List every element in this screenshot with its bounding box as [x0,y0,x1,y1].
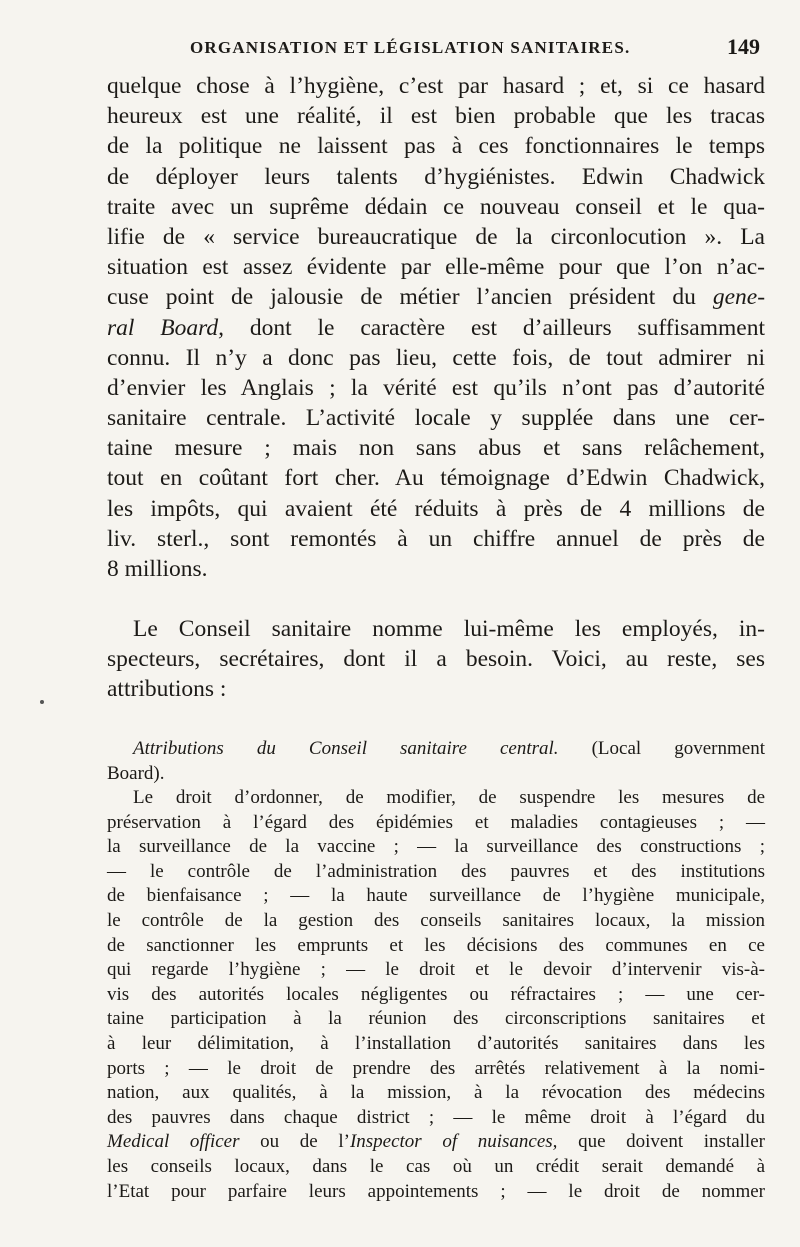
text-line: l’Etat pour parfaire leurs appointements ; — le droit de nommer [107,1180,765,1202]
text-line: de bienfaisance ; — la haute surveillance de l’hygiène municipale, [107,885,765,907]
italic-fragment: gene- [712,284,766,311]
text-line: tout en coûtant fort cher. Au témoignage d’Edwin Chadwick, [107,465,765,492]
running-title: ORGANISATION ET LÉGISLATION SANITAIRES. [190,38,631,57]
text-line: 8 millions. [107,556,208,582]
text-line: traite avec un suprême dédain ce nouveau conseil et le qua- [107,193,765,220]
text-line: de sanctionner les emprunts et les décisions des communes en ce [107,934,765,956]
text-line: Le Conseil sanitaire nomme lui-même les employés, in- [133,616,765,642]
section-heading [107,737,765,786]
italic-fragment: ral Board, [107,314,225,341]
text-line [107,282,765,312]
paragraph-3 [107,786,765,1204]
text-line [107,737,765,762]
text-line: de déployer leurs talents d’hygiénistes. Edwin Chadwick [107,163,765,190]
italic-fragment: Attributions du Conseil sanitaire central. [133,738,559,759]
text-line: — le contrôle de l’administration des pauvres et des institutions [107,860,765,882]
italic-fragment: Inspector of nuisances, [349,1131,558,1153]
text-fragment: dont le caractère est d’ailleurs suffisamment [249,314,765,341]
text-line: sanitaire centrale. L’activité locale y supplée dans une cer- [107,405,765,432]
text-line: le contrôle de la gestion des conseils sanitaires locaux, la mission [107,909,765,931]
text-line: de la politique ne laissent pas à ces fonctionnaires le temps [107,133,765,160]
page-header [190,34,760,64]
paragraph-1 [107,71,765,584]
text-line: d’envier les Anglais ; la vérité est qu’ils n’ont pas d’autorité [107,374,765,401]
text-line: specteurs, secrétaires, dont il a besoin. Voici, au reste, ses [107,646,765,673]
text-line: nation, aux qualités, à la mission, à la révocation des médecins [107,1082,765,1104]
text-fragment: ou de l’ [260,1131,350,1153]
text-line: connu. Il n’y a donc pas lieu, cette fois, de tout admirer ni [107,344,765,371]
text-line: ports ; — le droit de prendre des arrêtés relativement à la nomi- [107,1057,765,1079]
text-line: à leur délimitation, à l’installation d’autorités sanitaires dans les [107,1032,765,1054]
text-line: des pauvres dans chaque district ; — le même droit à l’égard du [107,1106,765,1128]
text-fragment: que doivent installer [578,1131,765,1153]
text-line: Le droit d’ordonner, de modifier, de suspendre les mesures de [133,787,765,808]
page-number: 149 [727,34,760,59]
text-line: Board). [107,762,165,784]
margin-speck [40,700,44,704]
text-line: liv. sterl., sont remontés à un chiffre annuel de près de [107,525,765,552]
paragraph-2 [107,614,765,705]
text-line: heureux est une réalité, il est bien probable que les tracas [107,103,765,130]
text-line: la surveillance de la vaccine ; — la surveillance des constructions ; [107,836,765,858]
text-line: les impôts, qui avaient été réduits à près de 4 millions de [107,495,765,522]
text-line: vis des autorités locales négligentes ou réfractaires ; — une cer- [107,983,765,1005]
text-line: lifie de « service bureaucratique de la circonlocution ». La [107,223,765,250]
text-line [107,313,765,343]
text-line: préservation à l’égard des épidémies et maladies contagieuses ; — [107,811,765,833]
text-fragment: cuse point de jalousie de métier l’ancien président du [107,284,696,311]
text-fragment: (Local government [591,738,765,759]
text-line [107,1130,765,1155]
text-line: quelque chose à l’hygiène, c’est par hasard ; et, si ce hasard [107,73,765,99]
text-line: situation est assez évidente par elle-même pour que l’on n’ac- [107,254,765,281]
italic-fragment: Medical officer [107,1131,240,1153]
text-line: les conseils locaux, dans le cas où un crédit serait demandé à [107,1155,765,1177]
text-line: attributions : [107,676,227,703]
text-line: taine participation à la réunion des circonscriptions sanitaires et [107,1008,765,1030]
text-line: qui regarde l’hygiène ; — le droit et le devoir d’intervenir vis-à- [107,959,765,981]
text-line: taine mesure ; mais non sans abus et sans relâchement, [107,435,765,462]
